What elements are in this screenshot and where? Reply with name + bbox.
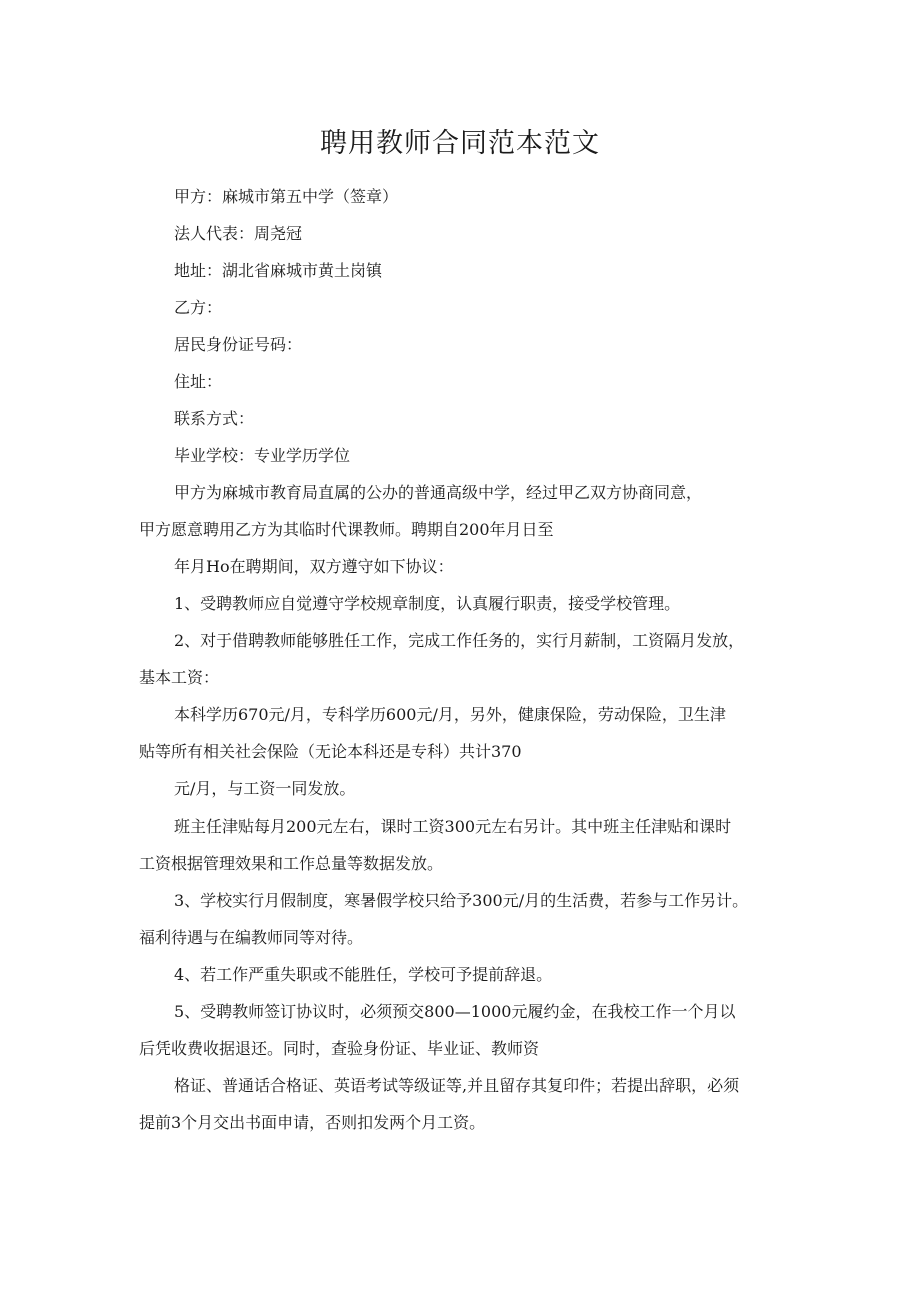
salary-line-3: 元/月，与工资一同发放。	[174, 779, 356, 798]
bonus-line-1: 班主任津贴每月200元左右，课时工资300元左右另计。其中班主任津贴和课时	[174, 817, 732, 836]
legal-rep-line: 法人代表：周尧冠	[174, 224, 303, 243]
clause-2-line-1: 2、对于借聘教师能够胜任工作，完成工作任务的，实行月薪制，工资隔月发放，	[174, 631, 745, 650]
id-number-line: 居民身份证号码：	[174, 335, 303, 354]
clause-3-line-1: 3、学校实行月假制度，寒暑假学校只给予300元/月的生活费，若参与工作另计。	[174, 891, 749, 910]
clause-5-line-1: 5、受聘教师签订协议时，必须预交800—1000元履约金，在我校工作一个月以	[174, 1002, 736, 1021]
clause-3-line-2: 福利待遇与在编教师同等对待。	[139, 928, 364, 947]
clause-5-line-3: 格证、普通话合格证、英语考试等级证等,并且留存其复印件；若提出辞职，必须	[174, 1076, 740, 1095]
clause-5-line-2: 后凭收费收据退还。同时，查验身份证、毕业证、教师资	[139, 1039, 540, 1058]
salary-line-2: 贴等所有相关社会保险（无论本科还是专科）共计370	[139, 742, 522, 761]
document-title: 聘用教师合同范本范文	[320, 128, 600, 159]
intro-paragraph-line-3: 年月Ho在聘期间，双方遵守如下协议：	[174, 557, 454, 576]
clause-1: 1、受聘教师应自觉遵守学校规章制度，认真履行职责，接受学校管理。	[174, 594, 681, 613]
residence-line: 住址：	[174, 372, 223, 391]
salary-line-1: 本科学历670元/月，专科学历600元/月，另外，健康保险，劳动保险，卫生津	[174, 705, 726, 724]
school-line: 毕业学校：专业学历学位	[174, 446, 351, 465]
party-a-line: 甲方：麻城市第五中学（签章）	[174, 187, 399, 206]
intro-paragraph-line-1: 甲方为麻城市教育局直属的公办的普通高级中学，经过甲乙双方协商同意，	[174, 483, 703, 502]
intro-paragraph-line-2: 甲方愿意聘用乙方为其临时代课教师。聘期自200年月日至	[139, 520, 554, 539]
contact-line: 联系方式：	[174, 409, 255, 428]
clause-5-line-4: 提前3个月交出书面申请，否则扣发两个月工资。	[139, 1113, 486, 1132]
bonus-line-2: 工资根据管理效果和工作总量等数据发放。	[139, 854, 444, 873]
clause-4: 4、若工作严重失职或不能胜任，学校可予提前辞退。	[174, 965, 553, 984]
party-b-line: 乙方：	[174, 298, 223, 317]
clause-2-line-2: 基本工资：	[139, 668, 220, 687]
address-line: 地址：湖北省麻城市黄土岗镇	[174, 261, 383, 280]
